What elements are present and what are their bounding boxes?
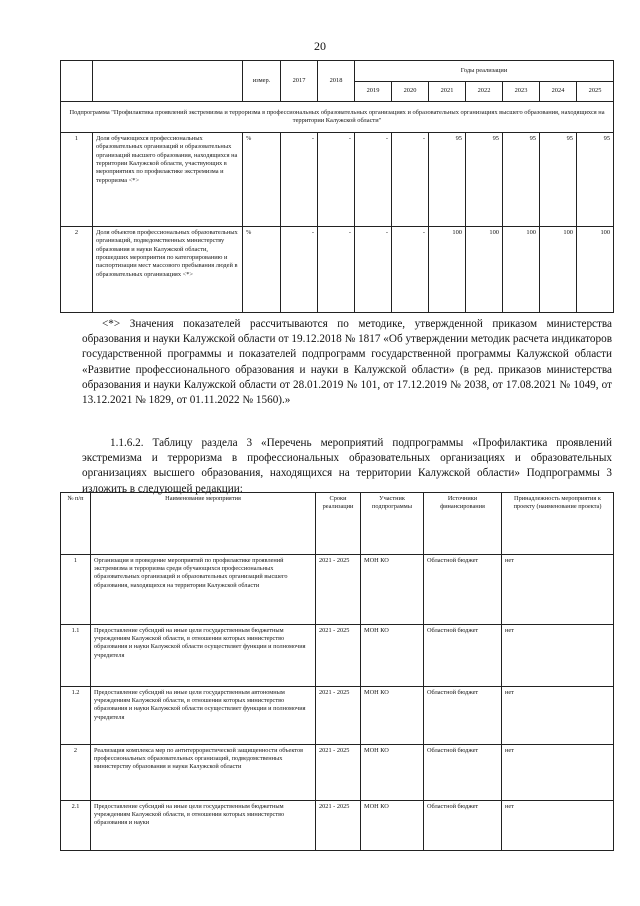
activity-sources: Областной бюджет bbox=[424, 555, 502, 625]
year-header: 2024 bbox=[540, 82, 577, 102]
header-participant: Участник подпрограммы bbox=[361, 493, 424, 555]
footnote-paragraph: <*> Значения показателей рассчитываются по методике, утвержденной приказом министерства образования и науки Калужской области от 19.12.2018 № 1817 «Об утверждении методик расчета индикаторов государственной программы и показателей подпрограмм государственной программы Калужской области «Развитие профессионального образования и науки в Калужской области» (в ред. приказов министерства образования и науки Калужской области от 28.01.2019 № 101, от 17.12.2019 № 2038, от 17.08.2021 № 1049, от 13.12.2021 № 1829, от 01.11.2022 № 1560).» bbox=[82, 318, 612, 407]
value-2017: - bbox=[281, 227, 318, 313]
activity-name: Предоставление субсидий на иные цели государственным бюджетным учреждениям Калужской области, в отношении которых министерство образования и науки bbox=[91, 801, 316, 851]
value-cell: 95 bbox=[466, 133, 503, 227]
activity-belonging: нет bbox=[502, 687, 614, 745]
year-header: 2021 bbox=[429, 82, 466, 102]
header-num: № п/п bbox=[61, 493, 91, 555]
activity-participant: МОН КО bbox=[361, 555, 424, 625]
value-cell: - bbox=[392, 227, 429, 313]
indicator-name: Доля обучающихся профессиональных образовательных организаций и образовательных организаций высшего образования, находящихся на территории Калужской области, участвующих в мероприятиях по профилактике экстремизма и терроризма <*> bbox=[93, 133, 243, 227]
indicator-name: Доля объектов профессиональных образовательных организаций, подведомственных министерству образования и науки Калужской области, прошедших мероприятия по категорированию и паспортизации мест массового пребывания людей в образовательных организациях <*> bbox=[93, 227, 243, 313]
activity-belonging: нет bbox=[502, 801, 614, 851]
activity-participant: МОН КО bbox=[361, 745, 424, 801]
activity-sources: Областной бюджет bbox=[424, 745, 502, 801]
value-cell: - bbox=[355, 133, 392, 227]
year-header: 2023 bbox=[503, 82, 540, 102]
row-number: 1 bbox=[61, 133, 93, 227]
activity-terms: 2021 - 2025 bbox=[316, 745, 361, 801]
activity-number: 2 bbox=[61, 745, 91, 801]
activity-belonging: нет bbox=[502, 745, 614, 801]
value-cell: 100 bbox=[466, 227, 503, 313]
header-2018: 2018 bbox=[318, 61, 355, 102]
value-2018: - bbox=[318, 227, 355, 313]
activity-terms: 2021 - 2025 bbox=[316, 625, 361, 687]
header-2017: 2017 bbox=[281, 61, 318, 102]
activity-number: 1.1 bbox=[61, 625, 91, 687]
activity-name: Предоставление субсидий на иные цели государственным бюджетным учреждениям Калужской области, в отношении которых министерство образования и науки Калужской области осуществляет функции и полномочия учредителя bbox=[91, 625, 316, 687]
header-activity-name: Наименование мероприятия bbox=[91, 493, 316, 555]
value-cell: 100 bbox=[540, 227, 577, 313]
activity-terms: 2021 - 2025 bbox=[316, 687, 361, 745]
row-number: 2 bbox=[61, 227, 93, 313]
activity-terms: 2021 - 2025 bbox=[316, 555, 361, 625]
year-header: 2020 bbox=[392, 82, 429, 102]
activity-name: Реализация комплекса мер по антитеррористической защищенности объектов профессиональных образовательных организаций, подведомственных министерству образования и науки Калужской области bbox=[91, 745, 316, 801]
activity-sources: Областной бюджет bbox=[424, 687, 502, 745]
activity-sources: Областной бюджет bbox=[424, 625, 502, 687]
header-empty-num bbox=[61, 61, 93, 102]
activity-number: 1 bbox=[61, 555, 91, 625]
value-cell: 95 bbox=[540, 133, 577, 227]
activity-participant: МОН КО bbox=[361, 625, 424, 687]
indicators-table bbox=[60, 60, 614, 313]
value-cell: 95 bbox=[429, 133, 466, 227]
value-2017: - bbox=[281, 133, 318, 227]
activity-terms: 2021 - 2025 bbox=[316, 801, 361, 851]
header-empty-name bbox=[93, 61, 243, 102]
activity-belonging: нет bbox=[502, 625, 614, 687]
value-cell: 95 bbox=[577, 133, 614, 227]
value-cell: - bbox=[355, 227, 392, 313]
activities-table bbox=[60, 492, 614, 851]
activity-belonging: нет bbox=[502, 555, 614, 625]
value-cell: 100 bbox=[503, 227, 540, 313]
activity-sources: Областной бюджет bbox=[424, 801, 502, 851]
header-terms: Сроки реализации bbox=[316, 493, 361, 555]
subprogram-title: Подпрограмма "Профилактика проявлений экстремизма и терроризма в профессиональных образовательных организациях и образовательных организациях высшего образования, находящихся на территории Калужской области" bbox=[61, 102, 614, 133]
activity-participant: МОН КО bbox=[361, 687, 424, 745]
header-belonging: Принадлежность мероприятия к проекту (наименование проекта) bbox=[502, 493, 614, 555]
activity-number: 2.1 bbox=[61, 801, 91, 851]
value-cell: - bbox=[392, 133, 429, 227]
value-2018: - bbox=[318, 133, 355, 227]
year-header: 2019 bbox=[355, 82, 392, 102]
activity-participant: МОН КО bbox=[361, 801, 424, 851]
activity-number: 1.2 bbox=[61, 687, 91, 745]
activity-name: Предоставление субсидий на иные цели государственным автономным учреждениям Калужской области, в отношении которых министерство образования и науки Калужской области осуществляет функции и полномочия учредителя bbox=[91, 687, 316, 745]
year-header: 2025 bbox=[577, 82, 614, 102]
page-number: 20 bbox=[314, 39, 326, 53]
amendment-paragraph: 1.1.6.2. Таблицу раздела 3 «Перечень мероприятий подпрограммы «Профилактика проявлений экстремизма и терроризма в профессиональных образовательных организациях и образовательных организациях высшего образования, находящихся на территории Калужской области» Подпрограммы 3 изложить в следующей редакции: bbox=[82, 437, 612, 495]
header-sources: Источники финансирования bbox=[424, 493, 502, 555]
value-cell: 100 bbox=[577, 227, 614, 313]
year-header: 2022 bbox=[466, 82, 503, 102]
header-unit: измер. bbox=[243, 61, 281, 102]
value-cell: 100 bbox=[429, 227, 466, 313]
header-years-label: Годы реализации bbox=[355, 61, 614, 82]
activity-name: Организация и проведение мероприятий по профилактике проявлений экстремизма и терроризма среди обучающихся профессиональных образовательных организаций и образовательных организаций высшего образования, находящихся на территории Калужской области bbox=[91, 555, 316, 625]
indicator-unit: % bbox=[243, 227, 281, 313]
indicator-unit: % bbox=[243, 133, 281, 227]
value-cell: 95 bbox=[503, 133, 540, 227]
